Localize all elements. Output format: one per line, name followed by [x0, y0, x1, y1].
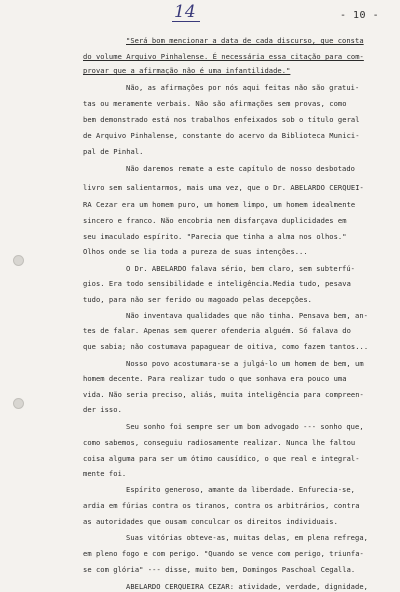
page-number: - 10 -	[340, 10, 380, 21]
text-line: der isso.	[83, 405, 122, 414]
text-line: Não inventava qualidades que não tinha. Pensava bem, an-	[126, 311, 368, 320]
text-line: bem demonstrado está nos trabalhos enfeixados sob o título geral	[83, 115, 360, 124]
text-line: pal de Pinhal.	[83, 147, 144, 156]
text-line: provar que a afirmação não é uma infantilidade."	[83, 66, 291, 75]
text-line: ABELARDO CERQUEIRA CEZAR: atividade, verdade, dignidade,	[126, 582, 368, 591]
text-line: Não daremos remate a este capítulo de nosso desbotado	[126, 164, 356, 173]
text-line: RA Cezar era um homem puro, um homem limpo, um homem idealmente	[83, 200, 356, 209]
text-line: mente foi.	[83, 469, 127, 478]
text-line: livro sem salientarmos, mais uma vez, que o Dr. ABELARDO CERQUEI-	[83, 183, 364, 192]
text-line: como sabemos, conseguiu radiosamente realizar. Nunca lhe faltou	[83, 438, 356, 447]
text-line: gios. Era todo sensibilidade e inteligência.Media tudo, pesava	[83, 279, 351, 288]
text-line: tas ou meramente verbais. Não são afirmações sem provas, como	[83, 99, 347, 108]
text-line: se com glória" --- disse, muito bem, Domingos Paschoal Cegalla.	[83, 565, 356, 574]
text-line: Suas vitórias obteve-as, muitas delas, em plena refrega,	[126, 533, 368, 542]
text-line: as autoridades que ousam conculcar os direitos individuais.	[83, 517, 338, 526]
binder-hole-bottom	[13, 398, 24, 409]
text-line: do volume Arquivo Pinhalense. É necessária essa citação para com-	[83, 52, 364, 61]
text-line: de Arquivo Pinhalense, constante do acervo da Biblioteca Munici-	[83, 131, 360, 140]
handwritten-page-number: 14	[174, 2, 196, 22]
text-line: seu imaculado espírito. "Parecia que tinha a alma nos olhos."	[83, 232, 347, 241]
text-line: Nosso povo acostumara-se a julgá-lo um homem de bem, um	[126, 359, 364, 368]
binder-hole-top	[13, 255, 24, 266]
text-line: ardia em fúrias contra os tiranos, contra os arbitrários, contra	[83, 501, 360, 510]
text-line: sincero e franco. Não encobria nem disfarçava duplicidades em	[83, 216, 347, 225]
text-line: coisa alguma para ser um ótimo causídico, o que real e integral-	[83, 454, 360, 463]
text-line: tes de falar. Apenas sem querer ofenderia alguém. Só falava do	[83, 326, 351, 335]
text-line: "Será bom mencionar a data de cada discurso, que consta	[126, 36, 364, 45]
text-line: que sabia; não costumava papaguear de oitiva, como fazem tantos...	[83, 342, 369, 351]
text-line: vida. Não seria preciso, aliás, muita inteligência para compreen-	[83, 390, 364, 399]
text-line: em pleno fogo e com perigo. "Quando se vence com perigo, triunfa-	[83, 549, 364, 558]
text-line: homem decente. Para realizar tudo o que sonhava era pouco uma	[83, 374, 347, 383]
text-line: Seu sonho foi sempre ser um bom advogado --- sonho que,	[126, 422, 364, 431]
text-line: O Dr. ABELARDO falava sério, bem claro, sem subterfú-	[126, 264, 356, 273]
text-line: Olhos onde se lia toda a pureza de suas intenções...	[83, 247, 308, 256]
text-line: tudo, para não ser ferido ou magoado pelas decepções.	[83, 295, 313, 304]
text-line: Espírito generoso, amante da liberdade. Enfurecia-se,	[126, 485, 356, 494]
text-line: Não, as afirmações por nós aqui feitas não são gratui-	[126, 83, 360, 92]
